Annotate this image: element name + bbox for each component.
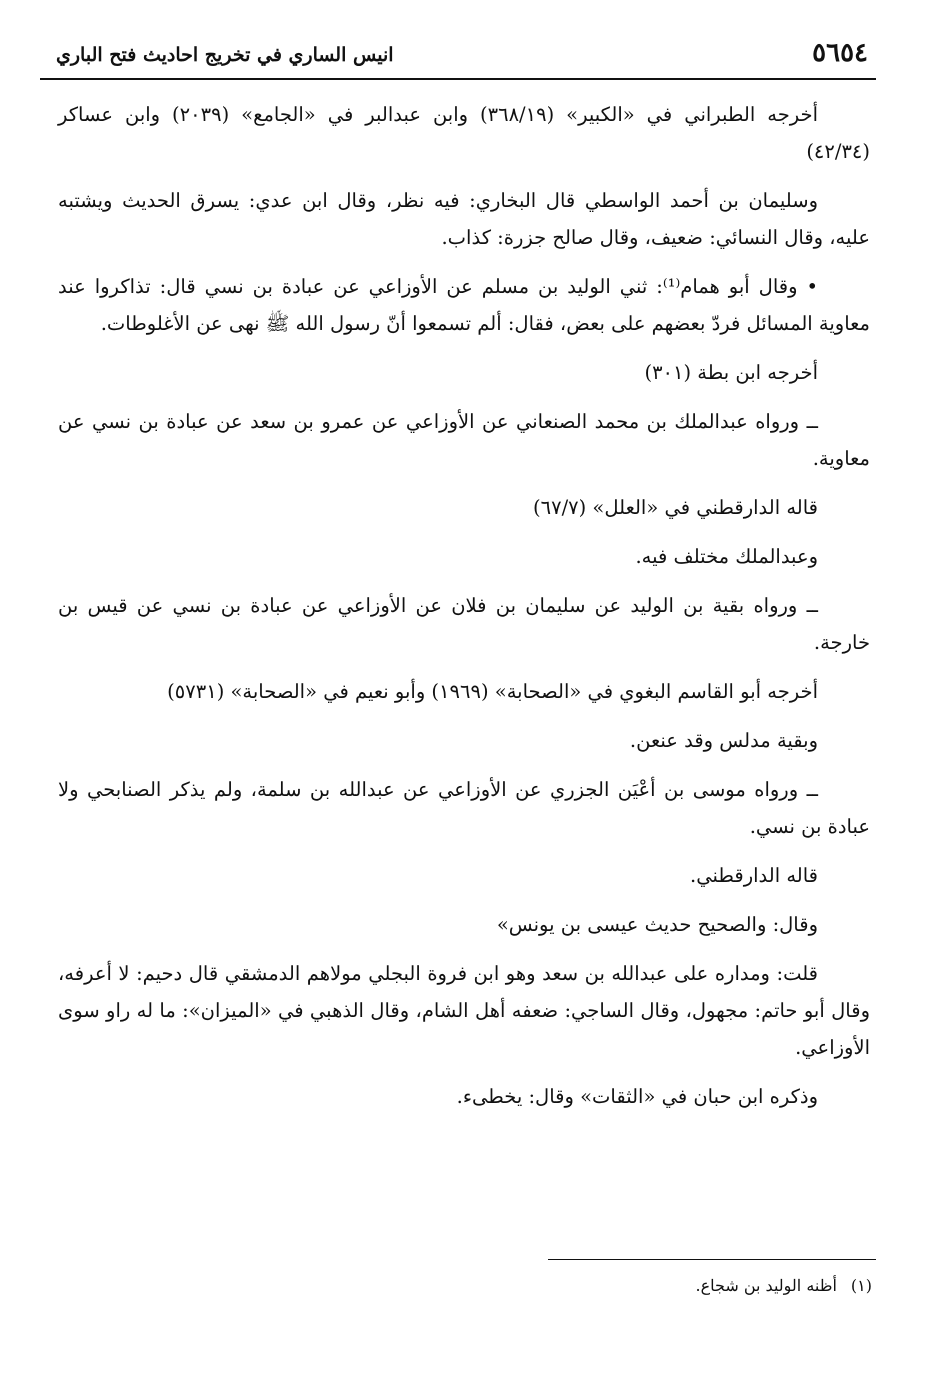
main-text (58, 96, 870, 1127)
paragraph: ــ ورواه عبدالملك بن محمد الصنعاني عن الأوزاعي عن عمرو بن سعد عن عبادة بن نسي عن معاوية. (58, 410, 870, 470)
paragraph: أخرجه أبو القاسم البغوي في «الصحابة» (١٩٦٩) وأبو نعيم في «الصحابة» (٥٧٣١) (167, 680, 818, 703)
paragraph: قلت: ومداره على عبدالله بن سعد وهو ابن فروة البجلي مولاهم الدمشقي قال دحيم: لا أعرفه، وقال أبو حاتم: مجهول، وقال الساجي: ضعفه أهل الشام، وقال الذهبي في «الميزان»: ما له راو سوى الأوزاعي. (58, 962, 870, 1059)
paragraph: وقال: والصحيح حديث عيسى بن يونس» (496, 913, 818, 936)
paragraph: وعبدالملك مختلف فيه. (635, 545, 818, 568)
paragraph: أخرجه ابن بطة (٣٠١) (644, 361, 818, 384)
paragraph: قاله الدارقطني. (690, 864, 818, 887)
footnote-number: (١) (850, 1276, 872, 1295)
paragraph: وذكره ابن حبان في «الثقات» وقال: يخطىء. (456, 1085, 818, 1108)
footnote-rule (548, 1259, 876, 1260)
page-header (40, 30, 876, 80)
paragraph: وسليمان بن أحمد الواسطي قال البخاري: فيه نظر، وقال ابن عدي: يسرق الحديث ويشتبه عليه، وقال النسائي: ضعيف، وقال صالح جزرة: كذاب. (58, 189, 870, 249)
paragraph: ــ ورواه بقية بن الوليد عن سليمان بن فلان عن الأوزاعي عن عبادة بن نسي عن قيس بن خارجة. (58, 594, 870, 654)
paragraph: أخرجه الطبراني في «الكبير» (٣٦٨/١٩) وابن عبدالبر في «الجامع» (٢٠٣٩) وابن عساكر (٤٢/٣٤) (58, 103, 870, 163)
paragraph: قاله الدارقطني في «العلل» (٦٧/٧) (533, 496, 818, 519)
paragraph: • وقال أبو همام⁽¹⁾: ثني الوليد بن مسلم عن الأوزاعي عن عبادة بن نسي قال: تذاكروا عند معاوية المسائل فردّ بعضهم على بعض، فقال: ألم تسمعوا أنّ رسول الله ﷺ نهى عن الأغلوطات. (58, 275, 870, 335)
header-rule (40, 78, 876, 80)
paragraph: ــ ورواه موسى بن أعْيَن الجزري عن الأوزاعي عن عبدالله بن سلمة، ولم يذكر الصنابحي ولا عبادة بن نسي. (58, 778, 870, 838)
running-title: انيس الساري في تخريج احاديث فتح الباري (56, 44, 394, 66)
footnote (300, 1274, 872, 1298)
footnote-text: أظنه الوليد بن شجاع. (695, 1276, 837, 1295)
paragraph: وبقية مدلس وقد عنعن. (629, 729, 818, 752)
page-number: ٥٦٥٤ (812, 38, 868, 68)
